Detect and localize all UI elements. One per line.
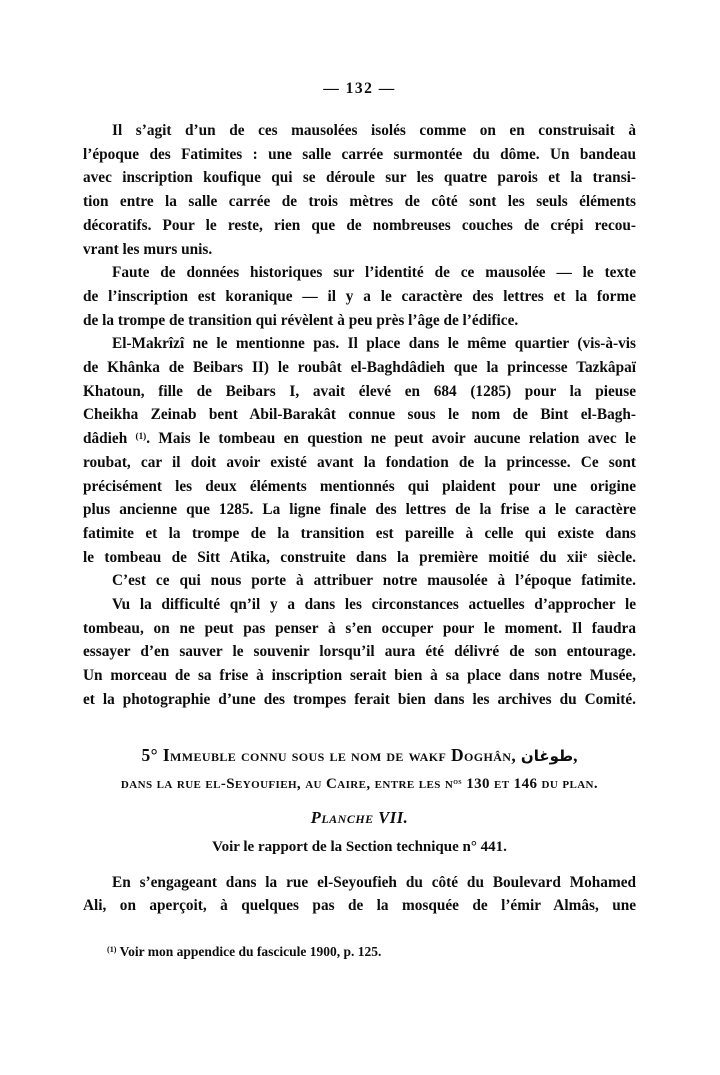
paragraph: [83, 261, 636, 332]
text-line: Un morceau de sa frise à inscription serait bien à sa place dans notre Musée,: [83, 667, 636, 685]
text-line: tombeau, on ne peut pas penser à s’en occuper pour le moment. Il faudra: [83, 619, 636, 637]
section-heading-line2: dans la rue el-Seyoufieh, au Caire, entre les $n^{os}$ 130 et 146 du plan.: [120, 775, 599, 792]
paragraph: [83, 332, 636, 569]
section-heading-text: 5° Immeuble connu sous le nom de wakf Doghân,: [141, 744, 521, 765]
text-line: essayer d’en sauver le souvenir lorsqu’il aura été délivré de son entourage.: [83, 643, 636, 661]
text-line: le tombeau de Sitt Atika, construite dans la première moitié du xii$^e$ siècle.: [83, 548, 636, 566]
text-line: tion entre la salle carrée de trois mètres de côté sont les seuls éléments: [83, 193, 636, 211]
section-heading-line1: [83, 742, 636, 769]
text-column: [83, 0, 636, 960]
text-line: plus ancienne que 1285. La ligne finale des lettres de la frise a le caractère: [83, 501, 636, 519]
paragraph: [83, 593, 636, 712]
report-reference: Voir le rapport de la Section technique n° 441.: [212, 838, 507, 855]
text-line: dâdieh $^{(1)}$. Mais le tombeau en question ne peut avoir aucune relation avec le: [83, 430, 636, 448]
text-line: Vu la difficulté qn’il y a dans les circonstances actuelles d’approcher le: [112, 596, 636, 614]
text-line: En s’engageant dans la rue el-Seyoufieh du côté du Boulevard Mohamed: [112, 873, 636, 891]
text-line: Khatoun, fille de Beibars I, avait élevé en 684 (1285) pour la pieuse: [83, 382, 636, 400]
text-line: C’est ce qui nous porte à attribuer notre mausolée à l’époque fatimite.: [112, 572, 636, 590]
text-line: précisément les deux éléments mentionnés qui plaident pour une origine: [83, 477, 636, 495]
planche-caption: Planche VII.: [310, 807, 409, 827]
body-text: [83, 119, 636, 712]
section-heading-comma: ,: [573, 744, 578, 765]
text-line: Cheikha Zeinab bent Abil-Barakât connue sous le nom de Bint el-Bagh-: [83, 406, 636, 424]
text-line: décoratifs. Pour le reste, rien que de nombreuses couches de crépi recou-: [83, 216, 636, 234]
text-line: roubat, car il doit avoir existé avant la fondation de la princesse. Ce sont: [83, 453, 636, 471]
page-number: — 132 —: [323, 80, 396, 97]
text-line: vrant les murs unis.: [83, 240, 213, 258]
paragraph: [83, 569, 636, 593]
text-line: de Khânka de Beibars II) le roubât el-Baghdâdieh que la princesse Tazkâpaï: [83, 359, 636, 377]
paragraph: [83, 871, 636, 918]
after-section-text: [83, 871, 636, 918]
text-line: l’époque des Fatimites : une salle carrée surmontée du dôme. Un bandeau: [83, 145, 636, 163]
text-line: de la trompe de transition qui révèlent à peu près l’âge de l’édifice.: [83, 311, 519, 329]
text-line: Ali, on aperçoit, à quelques pas de la mosquée de l’émir Almâs, une: [83, 897, 636, 915]
text-line: et la photographie d’une des trompes ferait bien dans les archives du Comité.: [83, 690, 636, 708]
text-line: fatimite et la trompe de la transition est pareille à celle qui existe dans: [83, 524, 636, 542]
text-line: avec inscription koufique qui se déroule sur les quatre parois et la transi-: [83, 169, 636, 187]
arabic-word: طوغان: [520, 746, 574, 765]
text-line: de l’inscription est koranique — il y a le caractère des lettres et la forme: [83, 287, 636, 305]
text-line: Faute de données historiques sur l’identité de ce mausolée — le texte: [112, 264, 636, 282]
paragraph: [83, 119, 636, 261]
text-line: El-Makrîzî ne le mentionne pas. Il place dans le même quartier (vis-à-vis: [112, 335, 636, 353]
footnote: $^{(1)}$ Voir mon appendice du fascicule 1900, p. 125.: [107, 943, 382, 959]
text-line: Il s’agit d’un de ces mausolées isolés comme on en construisait à: [112, 122, 636, 139]
section-heading: [83, 742, 636, 795]
